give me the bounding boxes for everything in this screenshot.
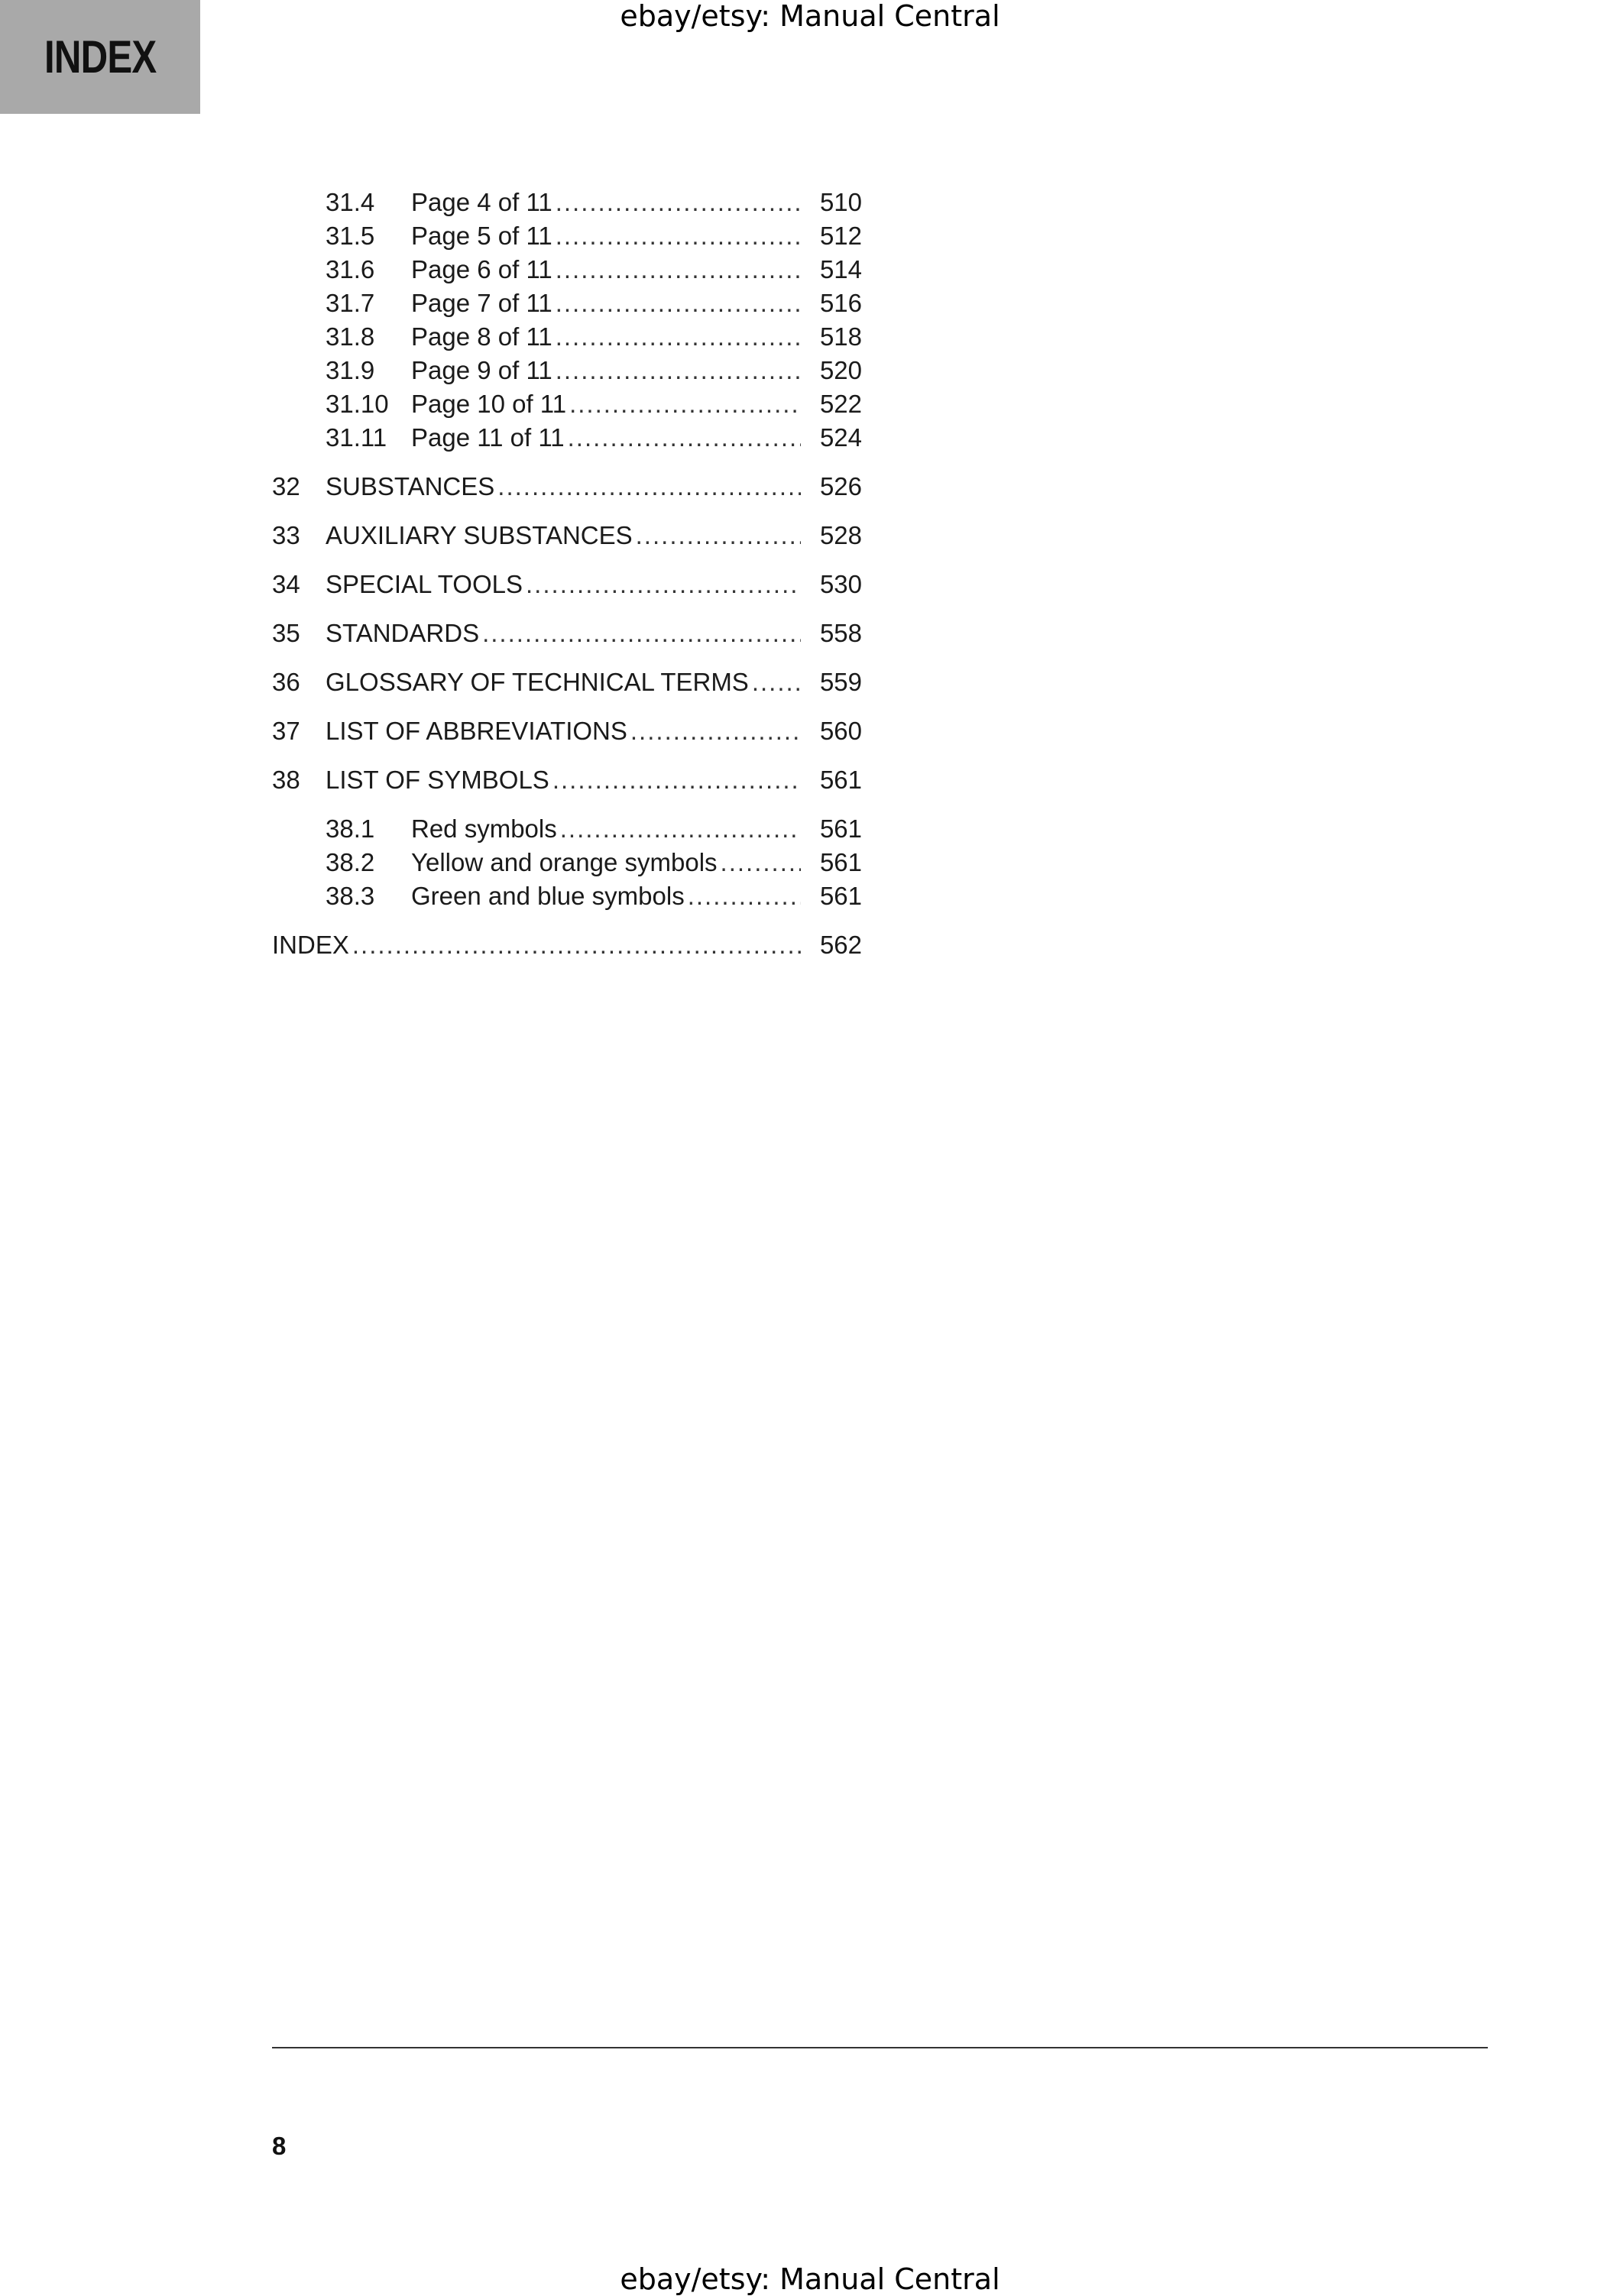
toc-entry-title: SUBSTANCES [326, 472, 495, 500]
toc-entry-page: 528 [819, 521, 862, 549]
toc-entry-title: Page 5 of 11 [411, 222, 552, 250]
toc-entry-page: 510 [819, 188, 862, 216]
toc-entry-page: 520 [819, 356, 862, 384]
toc-entry-page: 559 [819, 668, 862, 696]
toc-entry-37[interactable] [272, 716, 862, 746]
toc-entry-31-11[interactable] [272, 423, 862, 453]
dot-leader [556, 187, 801, 218]
toc-entry-page: 561 [819, 766, 862, 794]
toc-entry-number: 38.1 [326, 814, 375, 843]
dot-leader [630, 716, 801, 746]
toc-entry-title: Green and blue symbols [411, 882, 685, 910]
toc-entry-index[interactable] [272, 930, 862, 960]
toc-entry-31-5[interactable] [272, 221, 862, 251]
toc-entry-number: 31.7 [326, 289, 375, 317]
dot-leader [568, 423, 801, 453]
toc-entry-number: 34 [272, 570, 300, 598]
toc-entry-number: 31.4 [326, 188, 375, 216]
toc-entry-34[interactable] [272, 569, 862, 600]
toc-entry-page: 530 [819, 570, 862, 598]
toc-entry-title: LIST OF ABBREVIATIONS [326, 717, 627, 745]
dot-leader [556, 322, 801, 352]
toc-entry-number: 37 [272, 717, 300, 745]
toc-entry-page: 524 [819, 423, 862, 452]
dot-leader [482, 618, 801, 649]
toc-entry-page: 558 [819, 619, 862, 647]
dot-leader [688, 881, 801, 912]
toc-entry-32[interactable] [272, 471, 862, 502]
toc-entry-page: 561 [819, 814, 862, 843]
dot-leader [636, 520, 801, 551]
toc-entry-31-8[interactable] [272, 322, 862, 352]
toc-entry-title: AUXILIARY SUBSTANCES [326, 521, 633, 549]
toc-entry-number: 31.5 [326, 222, 375, 250]
header-watermark: ebay/etsy: Manual Central [620, 0, 1000, 33]
dot-leader [556, 254, 801, 285]
toc-entry-title: SPECIAL TOOLS [326, 570, 523, 598]
page-number: 8 [272, 2132, 287, 2160]
toc-entry-title: Page 7 of 11 [411, 289, 552, 317]
toc-entry-page: 514 [819, 255, 862, 283]
toc-entry-number: 31.8 [326, 322, 375, 351]
toc-entry-page: 516 [819, 289, 862, 317]
toc-entry-number: 31.10 [326, 390, 389, 418]
toc-entry-number: 38.3 [326, 882, 375, 910]
toc-entry-38-3[interactable] [272, 881, 862, 912]
toc-entry-page: 526 [819, 472, 862, 500]
toc-entry-title: LIST OF SYMBOLS [326, 766, 549, 794]
toc-entry-38-1[interactable] [272, 814, 862, 844]
toc-entry-38-2[interactable] [272, 847, 862, 878]
dot-leader [560, 814, 801, 844]
toc-entry-number: 35 [272, 619, 300, 647]
toc-entry-33[interactable] [272, 520, 862, 551]
toc-entry-title: INDEX [272, 931, 349, 959]
section-tab-label: INDEX [44, 31, 157, 83]
footer-watermark: ebay/etsy: Manual Central [620, 2262, 1000, 2296]
dot-leader [556, 355, 801, 386]
toc-entry-number: 31.6 [326, 255, 375, 283]
toc-entry-number: 31.9 [326, 356, 375, 384]
toc-entry-page: 561 [819, 882, 862, 910]
toc-entry-31-9[interactable] [272, 355, 862, 386]
dot-leader [497, 471, 801, 502]
dot-leader [552, 765, 801, 795]
dot-leader [556, 221, 801, 251]
toc-entry-title: Yellow and orange symbols [411, 848, 718, 876]
toc-entry-number: 33 [272, 521, 300, 549]
toc-entry-title: STANDARDS [326, 619, 480, 647]
toc-entry-page: 522 [819, 390, 862, 418]
toc-entry-page: 562 [819, 931, 862, 959]
dot-leader [526, 569, 801, 600]
dot-leader [752, 667, 801, 698]
toc-entry-number: 36 [272, 668, 300, 696]
toc-entry-title: Red symbols [411, 814, 557, 843]
toc-entry-number: 38.2 [326, 848, 375, 876]
toc-entry-title: Page 6 of 11 [411, 255, 552, 283]
toc-entry-page: 512 [819, 222, 862, 250]
toc-entry-number: 31.11 [326, 423, 387, 452]
toc-entry-page: 518 [819, 322, 862, 351]
dot-leader [569, 389, 801, 419]
toc-entry-number: 38 [272, 766, 300, 794]
toc-entry-page: 561 [819, 848, 862, 876]
footer-divider [272, 2047, 1488, 2048]
toc-entry-31-6[interactable] [272, 254, 862, 285]
toc-entry-title: Page 11 of 11 [411, 423, 565, 452]
toc-entry-title: GLOSSARY OF TECHNICAL TERMS [326, 668, 749, 696]
toc-entry-31-4[interactable] [272, 187, 862, 218]
toc-entry-36[interactable] [272, 667, 862, 698]
toc-entry-31-10[interactable] [272, 389, 862, 419]
toc-entry-title: Page 4 of 11 [411, 188, 552, 216]
toc-entry-38[interactable] [272, 765, 862, 795]
toc-entry-title: Page 9 of 11 [411, 356, 552, 384]
toc-entry-title: Page 10 of 11 [411, 390, 567, 418]
dot-leader [556, 288, 801, 319]
toc-entry-title: Page 8 of 11 [411, 322, 552, 351]
dot-leader [721, 847, 801, 878]
toc-entry-31-7[interactable] [272, 288, 862, 319]
toc-entry-35[interactable] [272, 618, 862, 649]
toc-entry-number: 32 [272, 472, 300, 500]
toc-entry-page: 560 [819, 717, 862, 745]
dot-leader [352, 930, 801, 960]
